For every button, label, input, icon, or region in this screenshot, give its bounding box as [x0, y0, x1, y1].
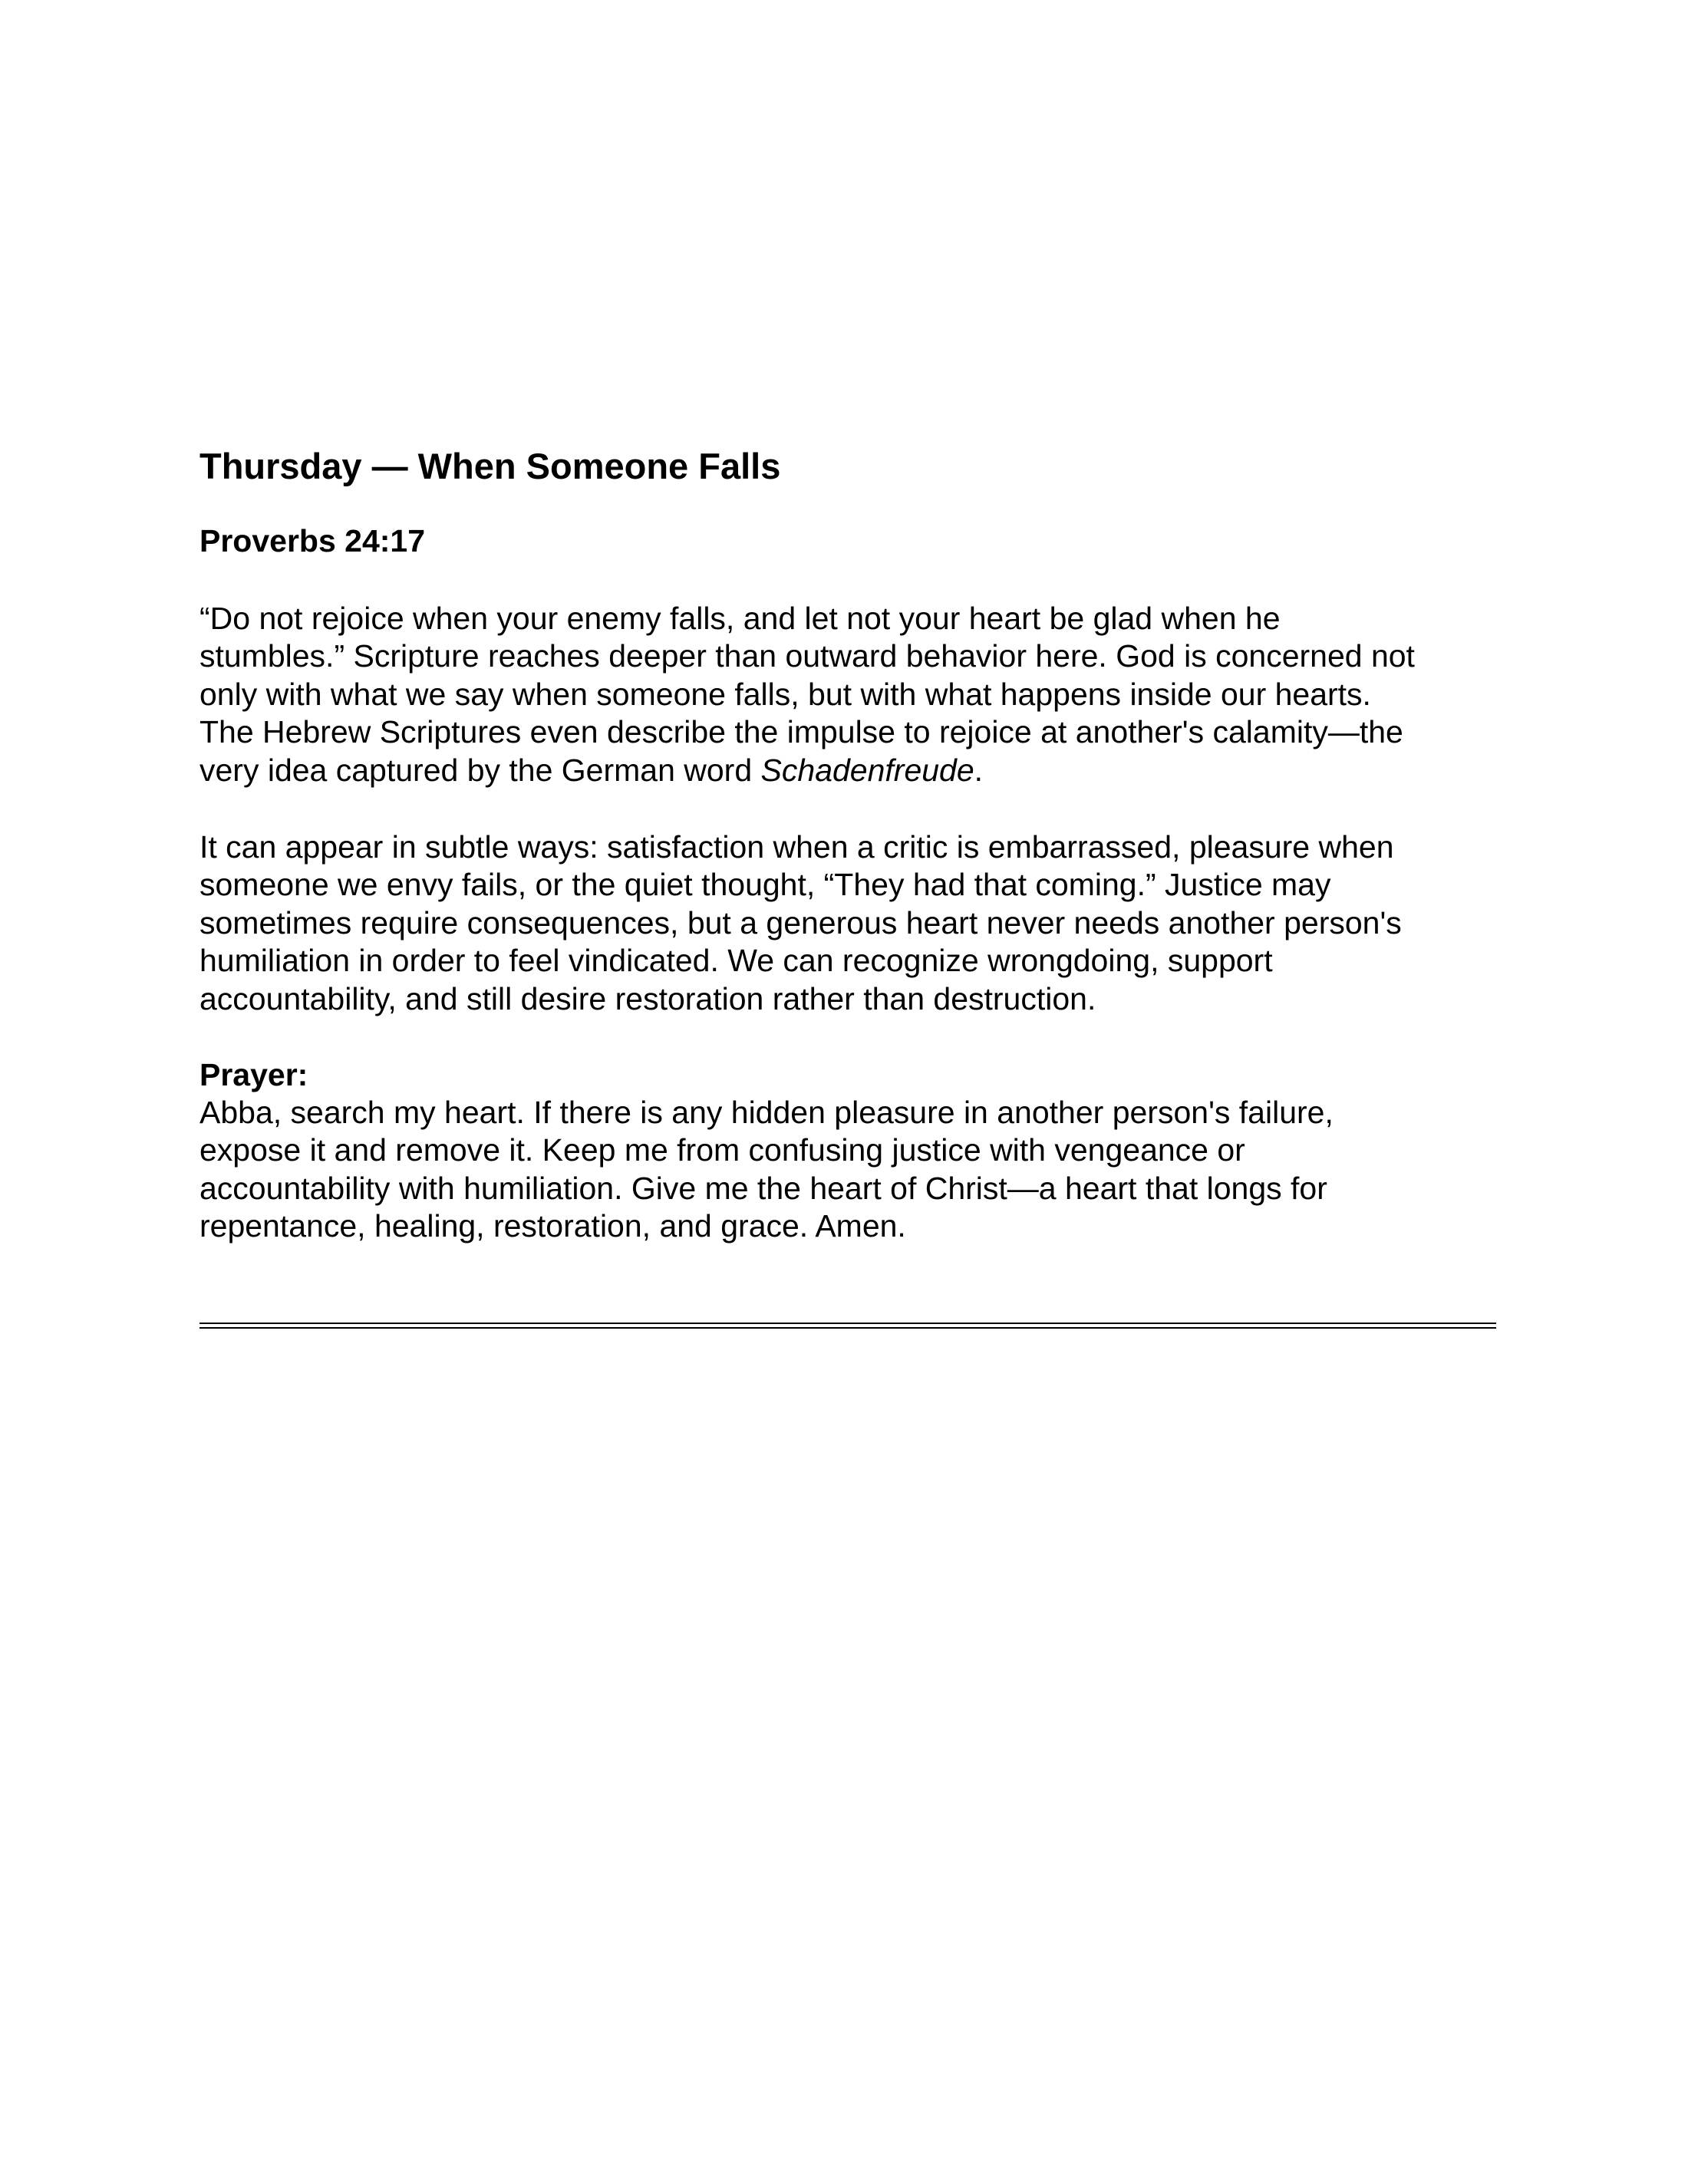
scripture-reference: Proverbs 24:17	[199, 523, 426, 558]
paragraph-one-last-line-prefix: very idea captured by the German word	[199, 752, 761, 788]
prayer-line: accountability with humiliation. Give me the heart of Christ—a heart that longs for	[199, 1170, 1327, 1206]
prayer-heading: Prayer:	[199, 1057, 308, 1092]
paragraph-two	[199, 828, 1402, 1018]
prayer-line: Abba, search my heart. If there is any hidden pleasure in another person's failure,	[199, 1095, 1334, 1130]
paragraph-two-line: It can appear in subtle ways: satisfaction when a critic is embarrassed, pleasure when	[199, 829, 1394, 865]
paragraph-one-line: The Hebrew Scriptures even describe the impulse to rejoice at another's calamity—the	[199, 714, 1403, 750]
paragraph-one-last-line	[199, 752, 1415, 789]
paragraph-two-line: sometimes require consequences, but a generous heart never needs another person's	[199, 904, 1402, 940]
devotional-page	[199, 443, 1496, 1244]
prayer-line: expose it and remove it. Keep me from confusing justice with vengeance or	[199, 1132, 1245, 1168]
paragraph-one-line: stumbles.” Scripture reaches deeper than outward behavior here. God is concerned not	[199, 638, 1415, 674]
paragraph-one-line: only with what we say when someone falls, but with what happens inside our hearts.	[199, 676, 1371, 712]
prayer-text	[199, 1094, 1334, 1246]
paragraph-one-last-line-suffix: .	[974, 752, 984, 788]
section-divider	[199, 1323, 1496, 1329]
paragraph-two-line: humiliation in order to feel vindicated. We can recognize wrongdoing, support	[199, 943, 1273, 979]
paragraph-two-line: someone we envy fails, or the quiet thought, “They had that coming.” Justice may	[199, 867, 1331, 903]
page-title: Thursday — When Someone Falls	[199, 446, 781, 486]
schadenfreude-word: Schadenfreude	[760, 752, 974, 788]
prayer-line: repentance, healing, restoration, and grace. Amen.	[199, 1208, 906, 1244]
paragraph-one	[199, 600, 1415, 789]
paragraph-two-line: accountability, and still desire restoration rather than destruction.	[199, 980, 1096, 1016]
paragraph-one-line: “Do not rejoice when your enemy falls, and let not your heart be glad when he	[199, 601, 1281, 636]
